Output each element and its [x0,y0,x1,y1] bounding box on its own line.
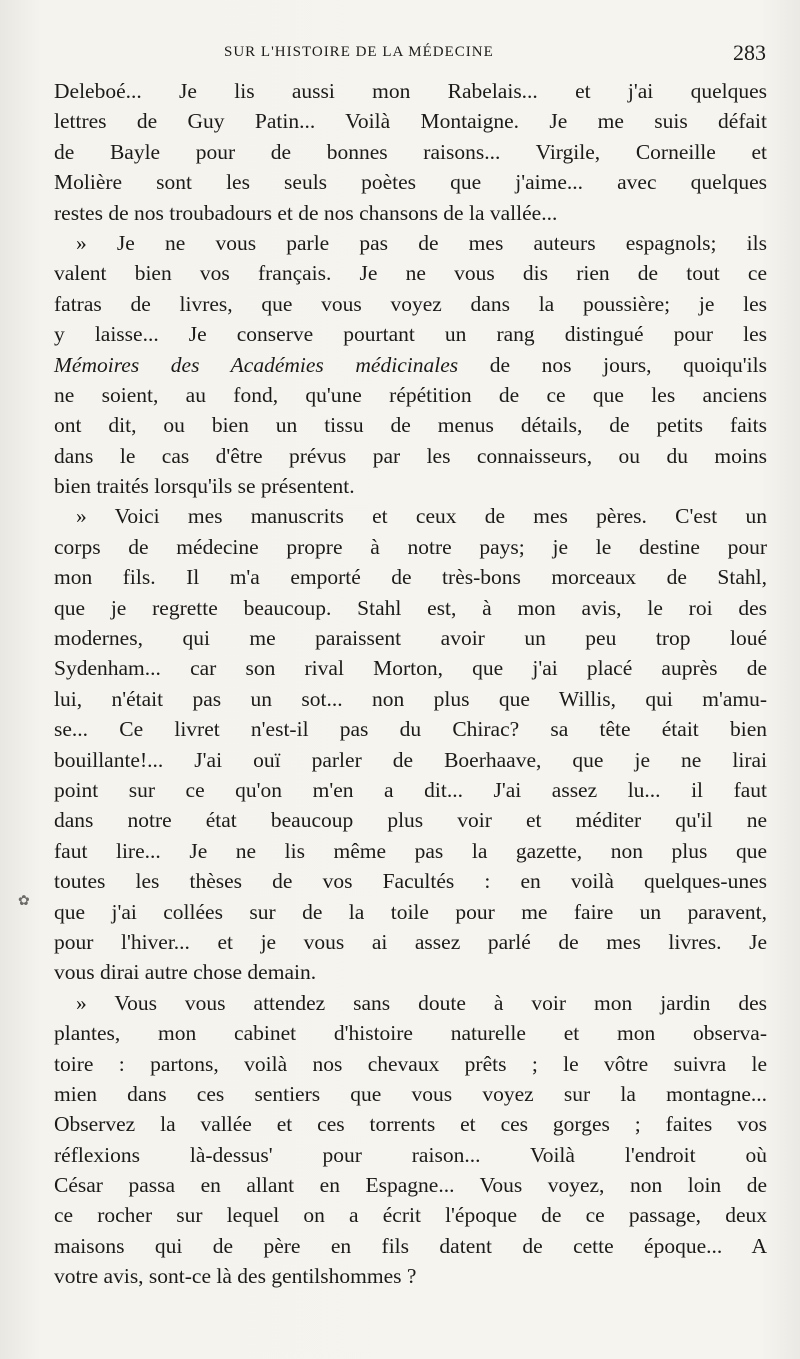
text-line: faut lire... Je ne lis même pas la gazette, non plus que [54,838,767,863]
text-line: point sur ce qu'on m'en a dit... J'ai assez lu... il faut [54,777,767,802]
text-line: maisons qui de père en fils datent de cette époque... A [54,1233,767,1258]
text-line: bouillante!... J'ai ouï parler de Boerhaave, que je ne lirai [54,747,767,772]
italic-title: Mémoires des Académies médicinales [54,352,459,377]
text-line: Observez la vallée et ces torrents et ces gorges ; faites vos [54,1112,767,1137]
text-line: toire : partons, voilà nos chevaux prêts ; le vôtre suivra le [54,1051,767,1076]
text-fragment: de nos jours, quoiqu'ils [458,352,767,377]
text-line: y laisse... Je conserve pourtant un rang distingué pour les [54,322,767,347]
text-line: toutes les thèses de vos Facultés : en voilà quelques-unes [54,869,767,894]
page-header [54,40,766,68]
text-line: que je regrette beaucoup. Stahl est, à mon avis, le roi des [54,595,767,620]
text-line: ce rocher sur lequel on a écrit l'époque de ce passage, deux [54,1203,767,1228]
text-line: » Vous vous attendez sans doute à voir mon jardin des [76,990,767,1015]
text-line: mon fils. Il m'a emporté de très-bons morceaux de Stahl, [54,565,767,590]
text-line: pour l'hiver... et je vous ai assez parlé de mes livres. Je [54,929,767,954]
margin-blot-icon: ✿ [18,893,30,909]
text-line: bien traités lorsqu'ils se présentent. [54,474,355,499]
body-text [54,76,767,1292]
text-line: lui, n'était pas un sot... non plus que Willis, qui m'amu- [54,686,767,711]
text-line: votre avis, sont-ce là des gentilshommes ? [54,1264,417,1289]
text-line: dans notre état beaucoup plus voir et méditer qu'il ne [54,808,767,833]
text-line: » Voici mes manuscrits et ceux de mes pères. C'est un [76,504,767,529]
page-number: 283 [733,40,766,65]
text-line: de Bayle pour de bonnes raisons... Virgile, Corneille et [54,139,767,164]
text-line: se... Ce livret n'est-il pas du Chirac? sa tête était bien [54,717,767,742]
text-line: lettres de Guy Patin... Voilà Montaigne. Je me suis défait [54,109,767,134]
text-line: corps de médecine propre à notre pays; je le destine pour [54,534,767,559]
text-line: Deleboé... Je lis aussi mon Rabelais... et j'ai quelques [54,79,767,103]
text-line: vous dirai autre chose demain. [54,960,317,985]
text-line: plantes, mon cabinet d'histoire naturelle et mon observa- [54,1021,767,1046]
text-line: mien dans ces sentiers que vous voyez sur la montagne... [54,1081,767,1106]
text-line: » Je ne vous parle pas de mes auteurs espagnols; ils [76,230,767,255]
text-line: fatras de livres, que vous voyez dans la poussière; je les [54,291,767,316]
text-line: César passa en allant en Espagne... Vous voyez, non loin de [54,1173,767,1198]
text-line: modernes, qui me paraissent avoir un peu trop loué [54,626,767,651]
text-line: ont dit, ou bien un tissu de menus détails, de petits faits [54,413,767,438]
running-head: SUR L'HISTOIRE DE LA MÉDECINE [224,44,494,60]
text-line [54,350,767,380]
text-line: dans le cas d'être prévus par les connaisseurs, ou du moins [54,443,767,468]
text-line: réflexions là-dessus' pour raison... Voilà l'endroit où [54,1142,767,1167]
text-line: restes de nos troubadours et de nos chansons de la vallée... [54,200,558,225]
text-line: Sydenham... car son rival Morton, que j'ai placé auprès de [54,656,767,681]
text-line: ne soient, au fond, qu'une répétition de ce que les anciens [54,382,767,407]
text-line: valent bien vos français. Je ne vous dis rien de tout ce [54,261,767,286]
text-line: que j'ai collées sur de la toile pour me faire un paravent, [54,899,767,924]
text-line: Molière sont les seuls poètes que j'aime... avec quelques [54,170,767,195]
